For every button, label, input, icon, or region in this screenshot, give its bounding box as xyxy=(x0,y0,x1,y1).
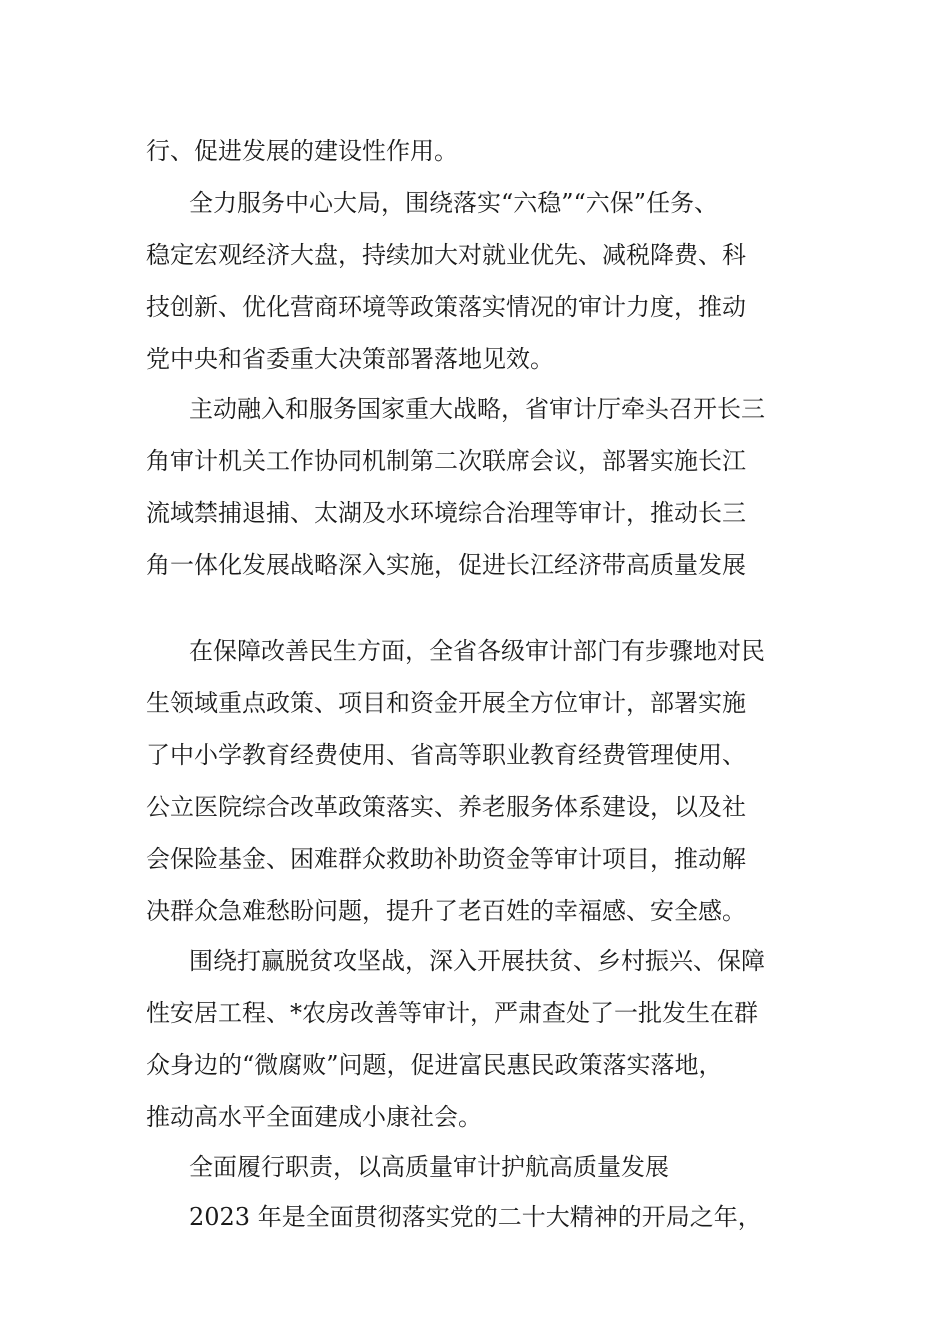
text-line: 2023 年是全面贯彻落实党的二十大精神的开局之年， xyxy=(189,1203,762,1231)
text-line: 决群众急难愁盼问题，提升了老百姓的幸福感、安全感。 xyxy=(146,897,746,925)
text-line: 会保险基金、困难群众救助补助资金等审计项目，推动解 xyxy=(146,845,746,873)
text-line: 公立医院综合改革政策落实、养老服务体系建设，以及社 xyxy=(146,793,746,821)
text-line: 党中央和省委重大决策部署落地见效。 xyxy=(146,345,554,373)
text-line: 生领域重点政策、项目和资金开展全方位审计，部署实施 xyxy=(146,689,746,717)
text-line: 了中小学教育经费使用、省高等职业教育经费管理使用、 xyxy=(146,741,746,769)
text-line: 技创新、优化营商环境等政策落实情况的审计力度，推动 xyxy=(146,293,746,321)
text-line: 全力服务中心大局，围绕落实“六稳”“六保”任务、 xyxy=(189,189,719,217)
text-line: 角一体化发展战略深入实施，促进长江经济带高质量发展 xyxy=(146,551,746,579)
text-line: 主动融入和服务国家重大战略，省审计厅牵头召开长三 xyxy=(189,395,765,423)
text-line: 行、促进发展的建设性作用。 xyxy=(146,137,458,165)
text-line: 角审计机关工作协同机制第二次联席会议，部署实施长江 xyxy=(146,447,746,475)
text-line: 推动高水平全面建成小康社会。 xyxy=(146,1103,482,1131)
text-line: 在保障改善民生方面，全省各级审计部门有步骤地对民 xyxy=(189,637,765,665)
text-line: 流域禁捕退捕、太湖及水环境综合治理等审计，推动长三 xyxy=(146,499,746,527)
text-line: 稳定宏观经济大盘，持续加大对就业优先、减税降费、科 xyxy=(146,241,746,269)
text-line: 性安居工程、*农房改善等审计，严肃查处了一批发生在群 xyxy=(146,999,758,1027)
text-line: 围绕打赢脱贫攻坚战，深入开展扶贫、乡村振兴、保障 xyxy=(189,947,765,975)
text-line: 众身边的“微腐败”问题，促进富民惠民政策落实落地， xyxy=(146,1051,723,1079)
section-heading: 全面履行职责，以高质量审计护航高质量发展 xyxy=(189,1153,669,1181)
